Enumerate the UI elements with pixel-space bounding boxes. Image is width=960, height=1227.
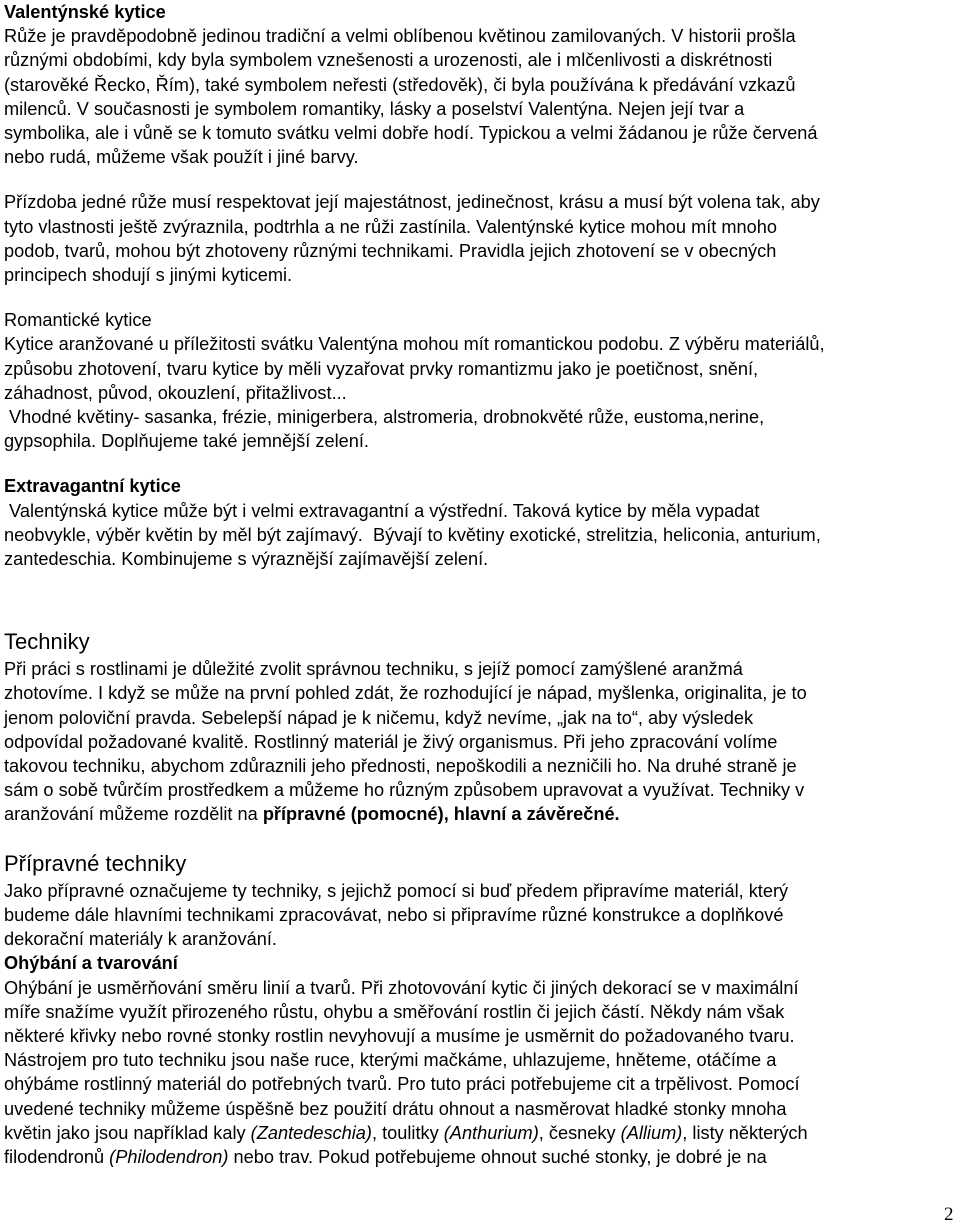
text-run: květin jako jsou například kaly: [4, 1122, 251, 1143]
section-heading-techniques: Techniky: [4, 629, 90, 655]
spacer: [4, 453, 954, 474]
text-line: Při práci s rostlinami je důležité zvolit správnou techniku, s jejíž pomocí zamýšlené aranžmá: [4, 659, 743, 680]
text-line: podob, tvarů, mohou být zhotoveny různými technikami. Pravidla jejich zhotovení se v obecných: [4, 240, 777, 261]
text-line: jenom poloviční pravda. Sebelepší nápad je k ničemu, když nevíme, „jak na to“, aby výsledek: [4, 707, 754, 728]
text-line: uvedené techniky můžeme úspěšně bez použití drátu ohnout a nasměrovat hladké stonky mnoha: [4, 1098, 787, 1119]
text-run-italic: (Anthurium): [443, 1122, 539, 1143]
document-body: [4, 0, 954, 1169]
text-run: nebo trav. Pokud potřebujeme ohnout suché stonky, je dobré je na: [228, 1146, 767, 1167]
spacer: [4, 169, 954, 190]
text-line: [4, 1145, 954, 1169]
text-line: různými obdobími, kdy byla symbolem vznešenosti a urozenosti, ale i mlčenlivosti a diskrétnosti: [4, 50, 773, 71]
text-line: takovou techniku, abychom zdůraznili jeho přednosti, nepoškodili a nezničili ho. Na druhé straně je: [4, 756, 797, 777]
text-line: Ohýbání je usměrňování směru linií a tvarů. Při zhotovování kytic či jiných dekorací se v maximální: [4, 977, 799, 998]
spacer: [4, 827, 954, 849]
text-run: , toulitky: [371, 1122, 444, 1143]
text-line: budeme dále hlavními technikami zpracovávat, nebo si připravíme různé konstrukce a doplňkové: [4, 904, 784, 925]
text-line: neobvykle, výběr květin by měl být zajímavý. Bývají to květiny exotické, strelitzia, heliconia, anturium,: [4, 524, 821, 545]
paragraph-romantic: [4, 332, 954, 453]
text-line: principech shodují s jinými kyticemi.: [4, 265, 293, 286]
text-line: míře snažíme využít přirozeného růstu, ohybu a směřování rostlin či jejich částí. Někdy nám však: [4, 1001, 785, 1022]
text-run: , česneky: [538, 1122, 621, 1143]
paragraph-extravagant: [4, 499, 954, 572]
subheading-bending: Ohýbání a tvarování: [4, 953, 178, 974]
text-line: způsobu zhotovení, tvaru kytice by měli vyzařovat prvky romantizmu jako je poetičnost, snění,: [4, 358, 759, 379]
text-line: nebo rudá, můžeme však použít i jiné barvy.: [4, 147, 359, 168]
text-run-bold: přípravné (pomocné), hlavní a závěrečné.: [262, 804, 620, 825]
text-line: Valentýnská kytice může být i velmi extravagantní a výstřední. Taková kytice by měla vypadat: [4, 500, 760, 521]
text-line: [4, 802, 954, 826]
text-line: zantedeschia. Kombinujeme s výraznější zajímavější zelení.: [4, 549, 489, 570]
text-line: Kytice aranžované u příležitosti svátku Valentýna mohou mít romantickou podobu. Z výběru materiálů,: [4, 334, 825, 355]
text-line: Nástrojem pro tuto techniku jsou naše ruce, kterými mačkáme, uhlazujeme, hněteme, otáčíme a: [4, 1050, 777, 1071]
paragraph-valentine-decoration: [4, 190, 954, 287]
section-heading-extravagant: Extravagantní kytice: [4, 476, 181, 497]
text-run: , listy některých: [682, 1122, 808, 1143]
text-run: aranžování můžeme rozdělit na: [4, 804, 263, 825]
page-number: 2: [944, 1204, 954, 1225]
text-run-italic: (Philodendron): [109, 1146, 229, 1167]
text-line: tyto vlastnosti ještě zvýraznila, podtrhla a ne růži zastínila. Valentýnské kytice mohou mít mnoho: [4, 216, 777, 237]
text-line: gypsophila. Doplňujeme také jemnější zelení.: [4, 431, 369, 452]
spacer: [4, 571, 954, 627]
section-heading-romantic: Romantické kytice: [4, 310, 152, 331]
text-line: zhotovíme. I když se může na první pohled zdát, že rozhodující je nápad, myšlenka, originalita, je to: [4, 683, 807, 704]
text-line: Přízdoba jedné růže musí respektovat její majestátnost, jedinečnost, krásu a musí být volena tak, aby: [4, 192, 820, 213]
text-line: [4, 1121, 954, 1145]
text-line: některé křivky nebo rovné stonky rostlin nevyhovují a musíme je usměrnit do požadovaného tvaru.: [4, 1025, 795, 1046]
paragraph-preparatory: [4, 879, 954, 952]
paragraph-techniques: [4, 657, 954, 826]
text-line: Růže je pravděpodobně jedinou tradiční a velmi oblíbenou květinou zamilovaných. V historii prošla: [4, 26, 796, 47]
section-heading-preparatory: Přípravné techniky: [4, 850, 187, 876]
text-run-italic: (Zantedeschia): [250, 1122, 372, 1143]
text-line: sám o sobě tvůrčím prostředkem a můžeme ho různým způsobem upravovat a využívat. Techniky v: [4, 780, 805, 801]
text-line: Jako přípravné označujeme ty techniky, s jejichž pomocí si buď předem připravíme materiál, který: [4, 880, 789, 901]
section-heading-valentine: Valentýnské kytice: [4, 2, 166, 22]
text-line: symbolika, ale i vůně se k tomuto svátku velmi dobře hodí. Typickou a velmi žádanou je růže červená: [4, 123, 818, 144]
text-run: filodendronů: [4, 1146, 110, 1167]
text-line: milenců. V současnosti je symbolem romantiky, lásky a poselství Valentýna. Nejen její tvar a: [4, 98, 745, 119]
text-line: (starověké Řecko, Řím), také symbolem neřesti (středověk), či byla používána k předávání vzkazů: [4, 74, 796, 95]
paragraph-bending: [4, 976, 954, 1170]
text-line: odpovídal požadované kvalitě. Rostlinný materiál je živý organismus. Při jeho zpracování volíme: [4, 731, 778, 752]
text-line: Vhodné květiny- sasanka, frézie, minigerbera, alstromeria, drobnokvěté růže, eustoma,nerine,: [4, 407, 765, 428]
paragraph-valentine-rose: [4, 24, 954, 169]
text-run-italic: (Allium): [620, 1122, 683, 1143]
spacer: [4, 287, 954, 308]
text-line: ohýbáme rostlinný materiál do potřebných tvarů. Pro tuto práci potřebujeme cit a trpělivost. Pomocí: [4, 1074, 800, 1095]
text-line: dekorační materiály k aranžování.: [4, 929, 277, 950]
text-line: záhadnost, původ, okouzlení, přitažlivost...: [4, 382, 347, 403]
